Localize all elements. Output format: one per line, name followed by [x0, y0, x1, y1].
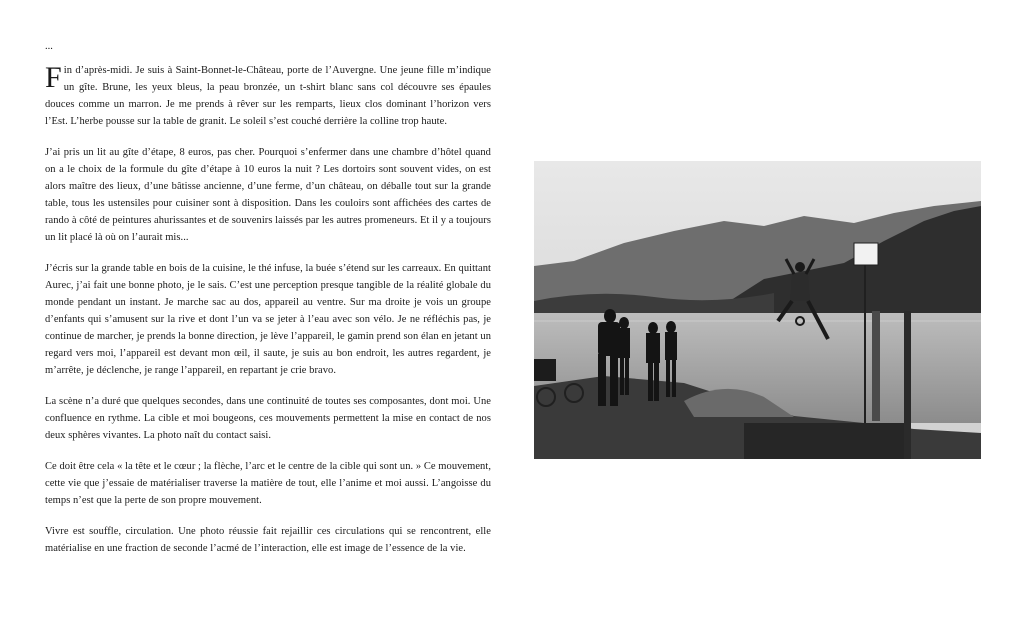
concrete-ledge — [744, 423, 904, 459]
text-column — [45, 40, 491, 571]
paragraph-5: Ce doit être cela « la tête et le cœur ; la flèche, l’arc et le centre de la cible qui sont un. » Ce mouvement, cette vie que j’essaie de matérialiser traverse la matière de tout, elle l’anime et moi aussi. L’angoisse du temps n’est que la perte de son propre mouvement. — [45, 461, 491, 506]
paragraph-2: J’ai pris un lit au gîte d’étape, 8 euros, pas cher. Pourquoi s’enfermer dans une chambre d’hôtel quand on a le choix de la formule du gîte d’étape à 10 euros la nuit ? Les dortoirs sont souvent vides, on est alors maître des lieux, d’une bâtisse ancienne, d’une ferme, d’un château, on déballe tout sur la grande table, tous les ustensiles pour cuisiner sont à disposition. Dans les couloirs sont affichées des cartes de rando à côté de peintures ahurissantes et de souvenirs laissés par les autres promeneurs. Et il y a toujours un lit placé là où on l’aurait mis... — [45, 147, 491, 243]
paragraph-1 — [45, 62, 491, 130]
ellipsis: ... — [45, 41, 53, 52]
paragraph-1-text: in d’après-midi. Je suis à Saint-Bonnet-le-Château, porte de l’Auvergne. Une jeune fille m’indique un gîte. Brune, les yeux bleus, la peau bronzée, un t-shirt blanc sans col découvre ses épaules douces comme un marron. Je me prends à rêver sur les remparts, lieux clos dominant l’horizon vers l’Est. L’herbe pousse sur la table de granit. Le soleil s’est couché derrière la colline trop haute. — [45, 65, 491, 127]
drop-cap: F — [45, 61, 62, 94]
paragraph-6: Vivre est souffle, circulation. Une photo réussie fait rejaillir ces circulations qui se rencontrent, elle matérialise en une fraction de seconde l’acmé de l’interaction, elle est image de l’essence de la vie. — [45, 526, 491, 554]
photo-scene — [534, 161, 981, 459]
gauge-pole — [904, 311, 911, 459]
post — [872, 311, 880, 421]
sign-board — [854, 243, 878, 265]
river-photo — [534, 161, 981, 459]
paragraph-3: J’écris sur la grande table en bois de la cuisine, le thé infuse, la buée s’étend sur les carreaux. En quittant Aurec, j’ai fait une bonne photo, je le sais. C’est une perception presque tangible de la réalité globale du monde pendant un instant. Je marche sac au dos, appareil au ventre. Sur ma droite je vois un groupe d’enfants qui s’amusent sur la rive et dont l’un va se jeter à l’eau avec son vélo. Je ne réfléchis pas, je continue de marcher, je prends la bonne direction, je lève l’appareil, le gamin prend son élan en jetant un regard vers moi, l’appareil est devant mon œil, il saute, je suis au bon endroit, les autres regardent, je m’arrête, je déclenche, je range l’appareil, en repartant je crie bravo. — [45, 263, 491, 376]
paragraph-4: La scène n’a duré que quelques secondes, dans une continuité de toutes ses composantes, dont moi. Une confluence en rythme. La cible et moi bougeons, ces mouvements permettent la mise en contact de nos deux sphères vivantes. La photo naît du contact saisi. — [45, 396, 491, 441]
